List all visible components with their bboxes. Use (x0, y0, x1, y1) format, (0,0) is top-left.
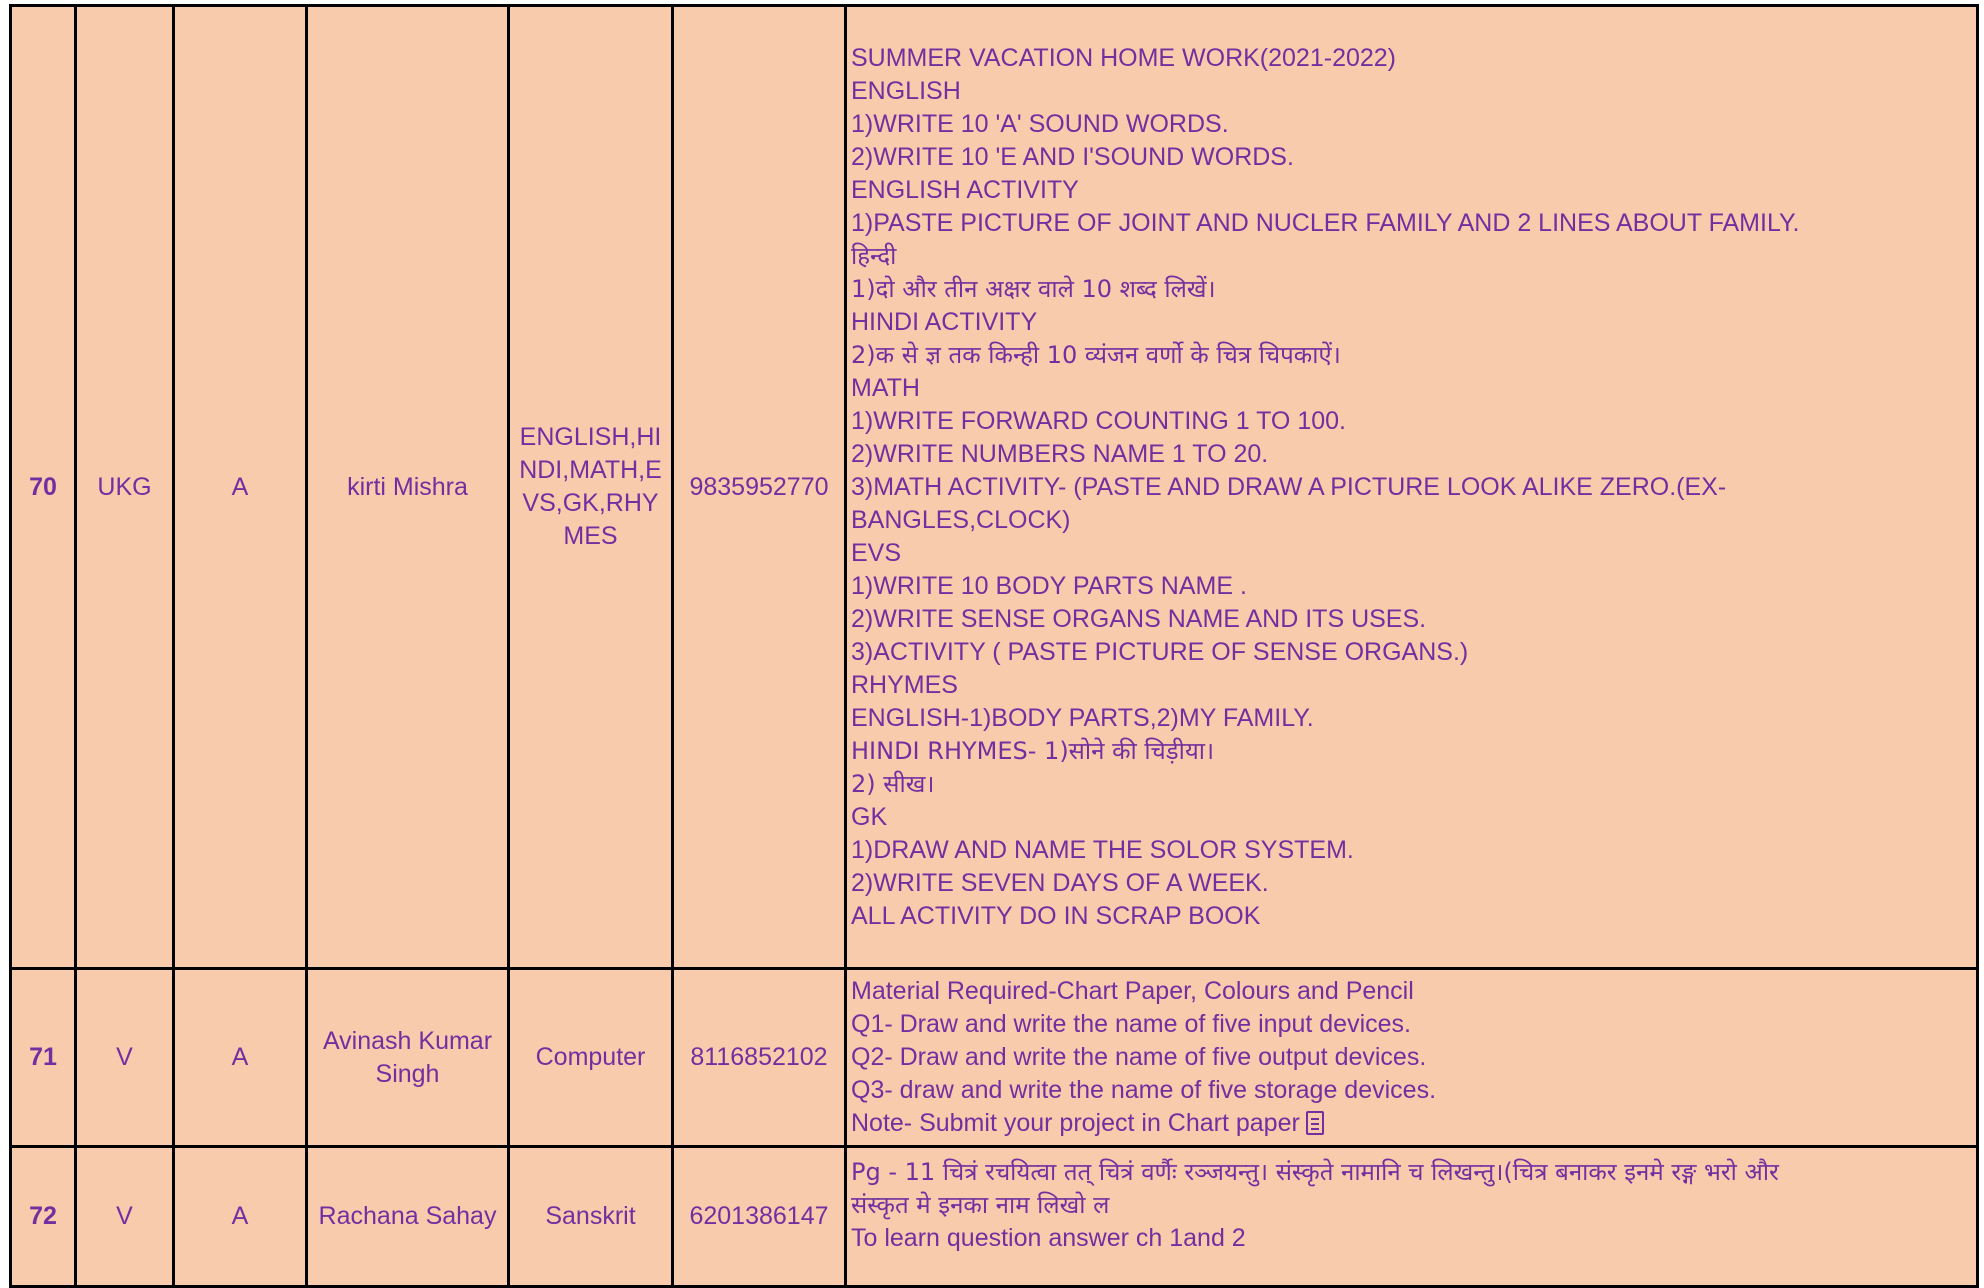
homework-line: ENGLISH (851, 76, 961, 105)
homework-line: 1)WRITE FORWARD COUNTING 1 TO 100. (851, 406, 1346, 435)
subject-cell: ENGLISH,HINDI,MATH,EVS,GK,RHYMES (509, 6, 673, 969)
homework-line: SUMMER VACATION HOME WORK(2021-2022) (851, 43, 1397, 72)
homework-line: संस्कृत मे इनका नाम लिखो ल (851, 1191, 1110, 1219)
homework-line: 2)WRITE NUMBERS NAME 1 TO 20. (851, 439, 1269, 468)
homework-line: ENGLISH-1)BODY PARTS,2)MY FAMILY. (851, 703, 1314, 732)
homework-line: Q2- Draw and write the name of five output devices. (851, 1043, 1427, 1071)
homework-cell (846, 1147, 1978, 1287)
homework-line: 1)WRITE 10 'A' SOUND WORDS. (851, 109, 1229, 138)
serial-number-cell: 71 (11, 969, 76, 1147)
subject-cell: Computer (509, 969, 673, 1147)
homework-cell (846, 6, 1978, 969)
mobile-cell: 9835952770 (673, 6, 846, 969)
mobile-cell: 6201386147 (673, 1147, 846, 1287)
homework-line: BANGLES,CLOCK) (851, 505, 1071, 534)
homework-line: 1)PASTE PICTURE OF JOINT AND NUCLER FAMILY AND 2 LINES ABOUT FAMILY. (851, 208, 1800, 237)
subject-cell: Sanskrit (509, 1147, 673, 1287)
homework-line: HINDI ACTIVITY (851, 307, 1038, 336)
homework-line: MATH (851, 373, 920, 402)
homework-line: 2)WRITE SEVEN DAYS OF A WEEK. (851, 868, 1269, 897)
homework-line: 2)WRITE 10 'E AND I'SOUND WORDS. (851, 142, 1294, 171)
section-cell: A (174, 1147, 307, 1287)
homework-line: 2) सीख। (851, 769, 935, 798)
section-cell: A (174, 969, 307, 1147)
table-row (11, 1147, 1978, 1287)
homework-line: GK (851, 802, 888, 831)
homework-note-line (851, 1107, 1976, 1140)
document-icon (1306, 1111, 1324, 1135)
homework-line: EVS (851, 538, 902, 567)
homework-table (9, 4, 1979, 1288)
homework-line: To learn question answer ch 1and 2 (851, 1224, 1246, 1252)
class-cell: UKG (76, 6, 174, 969)
homework-line: 2)क से ज्ञ तक किन्ही 10 व्यंजन वर्णो के चित्र चिपकाऐं। (851, 340, 1341, 369)
homework-line: RHYMES (851, 670, 958, 699)
homework-line: 3)ACTIVITY ( PASTE PICTURE OF SENSE ORGANS.) (851, 637, 1469, 666)
homework-line: 1)WRITE 10 BODY PARTS NAME . (851, 571, 1247, 600)
homework-line: 2)WRITE SENSE ORGANS NAME AND ITS USES. (851, 604, 1427, 633)
homework-line: ENGLISH ACTIVITY (851, 175, 1079, 204)
homework-line: 3)MATH ACTIVITY- (PASTE AND DRAW A PICTURE LOOK ALIKE ZERO.(EX- (851, 472, 1727, 501)
homework-line: Pg - 11 चित्रं रचयित्वा तत् चित्रं वर्णैः रञ्जयन्तु। संस्कृते नामानि च लिखन्तु।(चित्र बनाकर इनमे रङ्ग भरो और (851, 1158, 1779, 1186)
homework-line: Q3- draw and write the name of five storage devices. (851, 1076, 1437, 1104)
homework-line: Material Required-Chart Paper, Colours and Pencil (851, 977, 1414, 1005)
homework-note-text: Note- Submit your project in Chart paper (851, 1109, 1300, 1137)
homework-cell (846, 969, 1978, 1147)
homework-line: हिन्दी (851, 241, 897, 270)
serial-number-cell: 72 (11, 1147, 76, 1287)
section-cell: A (174, 6, 307, 969)
class-cell: V (76, 969, 174, 1147)
mobile-cell: 8116852102 (673, 969, 846, 1147)
homework-line: 1)दो और तीन अक्षर वाले 10 शब्द लिखें। (851, 274, 1216, 303)
homework-line: 1)DRAW AND NAME THE SOLOR SYSTEM. (851, 835, 1354, 864)
table-row (11, 969, 1978, 1147)
serial-number-cell: 70 (11, 6, 76, 969)
teacher-cell: kirti Mishra (307, 6, 509, 969)
class-cell: V (76, 1147, 174, 1287)
homework-line: HINDI RHYMES- 1)सोने की चिड़ीया। (851, 736, 1215, 765)
teacher-cell: Avinash Kumar Singh (307, 969, 509, 1147)
table-row (11, 6, 1978, 969)
homework-line: Q1- Draw and write the name of five input devices. (851, 1010, 1411, 1038)
teacher-cell: Rachana Sahay (307, 1147, 509, 1287)
homework-line: ALL ACTIVITY DO IN SCRAP BOOK (851, 901, 1261, 930)
